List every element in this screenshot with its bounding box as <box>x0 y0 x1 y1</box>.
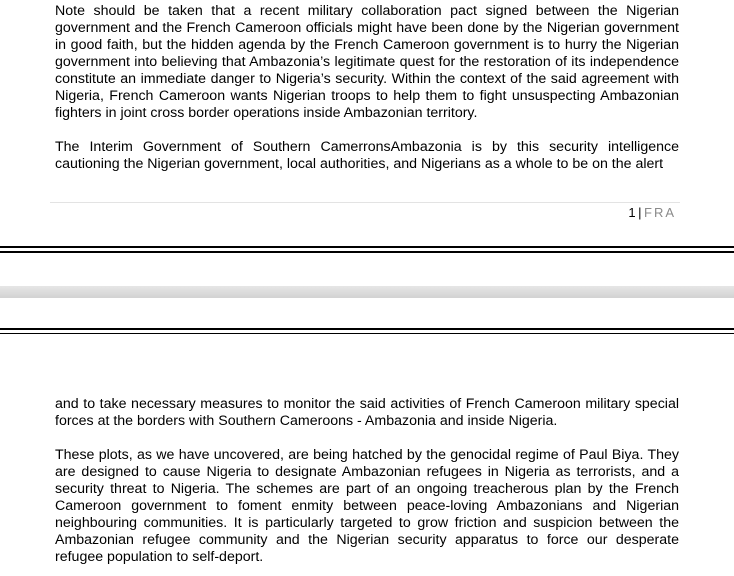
paragraph-monitor-measures: and to take necessary measures to monitor the said activities of French Cameroon military special forces at the borders with Southern Cameroons - Ambazonia and inside Nigeria. <box>55 396 679 429</box>
page-number: 1 <box>628 205 637 220</box>
document-page-1 <box>0 0 734 246</box>
paragraph-interim-government-caution: The Interim Government of Southern CamerronsAmbazonia is by this security intelligence cautioning the Nigerian government, local authorities, and Nigerians as a whole to be on the alert <box>55 139 679 172</box>
footer-separator: | <box>638 205 642 220</box>
page-break-line-top <box>0 246 734 253</box>
document-page-2 <box>0 334 734 576</box>
page-footer <box>628 205 676 220</box>
paragraph-pact-warning: Note should be taken that a recent military collaboration pact signed between the Nigerian government and the French Cameroon officials might have been done by the Nigerian government in good faith, but the hidden agenda by the French Cameroon government is to hurry the Nigerian government into believing that Ambazonia’s legitimate quest for the restoration of its independence constitute an immediate danger to Nigeria’s security. Within the context of the said agreement with Nigeria, French Cameroon wants Nigerian troops to help them to fight unsuspecting Ambazonian fighters in joint cross border operations inside Ambazonian territory. <box>55 3 679 121</box>
footer-code: FRA <box>644 205 676 220</box>
page-gap <box>0 286 734 298</box>
footer-divider <box>50 202 680 203</box>
paragraph-plots-uncovered: These plots, as we have uncovered, are being hatched by the genocidal regime of Paul Biya. They are designed to cause Nigeria to designate Ambazonian refugees in Nigeria as terrorists, and a security threat to Nigeria. The schemes are part of an ongoing treacherous plan by the French Cameroon government to foment enmity between peace-loving Ambazonians and Nigerian neighbouring communities. It is particularly targeted to grow friction and suspicion between the Ambazonian refugee community and the Nigerian security apparatus to force our desperate refugee population to self-deport. <box>55 447 679 565</box>
